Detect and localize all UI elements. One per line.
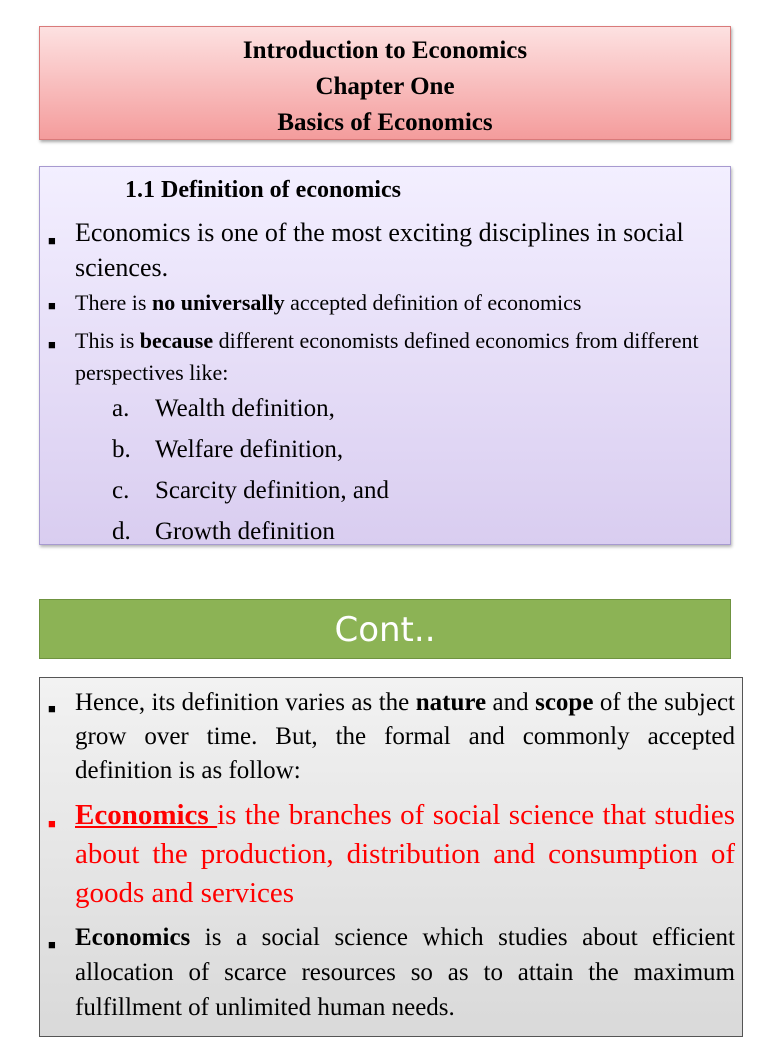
bullet-item <box>40 289 720 317</box>
definition-term: Economics <box>75 799 218 831</box>
definition-bullet <box>40 796 735 913</box>
list-letter: a. <box>112 395 130 422</box>
paragraph-mid: and <box>486 689 536 716</box>
list-text: Growth definition <box>155 518 335 545</box>
keyword-scope: scope <box>535 689 594 716</box>
bullet-item <box>40 325 720 389</box>
square-bullet-icon: ■ <box>48 337 56 352</box>
square-bullet-icon: ■ <box>48 298 56 313</box>
bullet-item <box>40 215 720 285</box>
list-letter: d. <box>112 518 131 545</box>
list-text: Scarcity definition, and <box>155 477 389 504</box>
bullet-item <box>40 920 735 1025</box>
list-letter: c. <box>112 477 130 504</box>
list-item-welfare <box>112 435 343 465</box>
section-heading: 1.1 Definition of economics <box>125 177 401 203</box>
bullet-text-post: different economists defined economics from different perspectives like: <box>75 328 699 385</box>
square-bullet-icon: ■ <box>48 816 56 831</box>
chapter-subtitle: Basics of Economics <box>277 109 493 136</box>
bullet-text-pre: This is <box>75 328 140 353</box>
list-item-scarcity <box>112 476 389 506</box>
bullet-text-pre: There is <box>75 290 152 315</box>
square-bullet-icon: ■ <box>48 233 56 248</box>
title-box <box>39 26 731 140</box>
list-letter: b. <box>112 436 131 463</box>
list-text: Welfare definition, <box>155 436 344 463</box>
paragraph-pre: Hence, its definition varies as the <box>75 689 416 716</box>
square-bullet-icon: ■ <box>48 701 56 716</box>
bullet-text-bold: because <box>139 328 214 353</box>
course-title: Introduction to Economics <box>242 37 528 64</box>
list-item-wealth <box>112 394 335 424</box>
cont-banner: Cont.. <box>39 599 731 659</box>
keyword-nature: nature <box>415 689 487 716</box>
definition-box <box>39 166 731 545</box>
square-bullet-icon: ■ <box>48 937 56 952</box>
paragraph-post: of the subject grow over time. But, the formal and commonly accepted definition is as follow: <box>75 689 735 784</box>
keyword-economics: Economics <box>75 924 191 951</box>
bullet-text-post: accepted definition of economics <box>284 290 582 315</box>
definition-text: is the branches of social science that studies about the production, distribution and consumption of goods and services <box>75 799 735 909</box>
bullet-text-bold: no universally <box>151 290 285 315</box>
content-box <box>39 677 743 1037</box>
chapter-title: Chapter One <box>315 73 455 100</box>
list-item-growth <box>112 517 335 545</box>
paragraph-text: is a social science which studies about efficient allocation of scarce resources so as to attain the maximum fulfillment of unlimited human needs. <box>75 924 735 1021</box>
list-text: Wealth definition, <box>155 395 335 422</box>
bullet-text: Economics is one of the most exciting disciplines in social sciences. <box>75 218 684 282</box>
bullet-item <box>40 686 735 788</box>
